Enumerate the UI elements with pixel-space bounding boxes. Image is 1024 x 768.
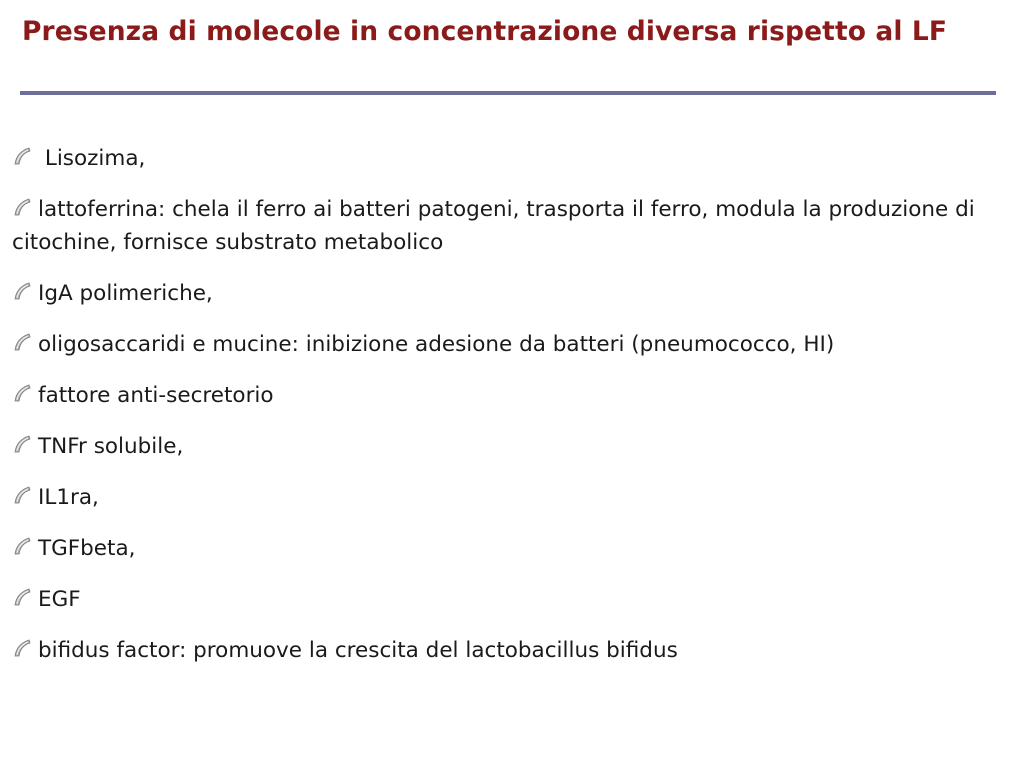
bullet-item-bifidus xyxy=(12,634,1007,667)
slanted-gray-bar-icon xyxy=(12,281,32,301)
bullet-text: fattore anti-secretorio xyxy=(38,383,274,408)
bullet-text: IL1ra, xyxy=(38,485,99,510)
bullet-item-fattore-anti-secretorio xyxy=(12,379,1007,412)
bullet-item-oligosaccaridi xyxy=(12,328,1007,361)
bullet-item-tgfbeta xyxy=(12,532,1007,565)
slanted-gray-bar-icon xyxy=(12,332,32,352)
bullet-item-il1ra xyxy=(12,481,1007,514)
slanted-gray-bar-icon xyxy=(12,146,32,166)
slanted-gray-bar-icon xyxy=(12,536,32,556)
slanted-gray-bar-icon xyxy=(12,587,32,607)
bullet-text: EGF xyxy=(38,587,81,612)
bullet-text: Lisozima, xyxy=(38,146,146,171)
bullet-list xyxy=(12,142,1007,685)
bullet-item-lisozima xyxy=(12,142,1007,175)
bullet-item-tnfr xyxy=(12,430,1007,463)
bullet-text: lattoferrina: chela il ferro ai batteri patogeni, trasporta il ferro, modula la produzione di citochine, fornisce substrato metabolico xyxy=(12,197,975,255)
bullet-text: bifidus factor: promuove la crescita del lactobacillus bifidus xyxy=(38,638,678,663)
bullet-text: TNFr solubile, xyxy=(38,434,184,459)
slanted-gray-bar-icon xyxy=(12,485,32,505)
bullet-item-lattoferrina xyxy=(12,193,1007,259)
bullet-text: IgA polimeriche, xyxy=(38,281,213,306)
bullet-text: TGFbeta, xyxy=(38,536,136,561)
bullet-item-egf xyxy=(12,583,1007,616)
slanted-gray-bar-icon xyxy=(12,434,32,454)
slanted-gray-bar-icon xyxy=(12,383,32,403)
bullet-item-iga xyxy=(12,277,1007,310)
slanted-gray-bar-icon xyxy=(12,638,32,658)
slanted-gray-bar-icon xyxy=(12,197,32,217)
title-divider xyxy=(20,91,996,95)
slide-title: Presenza di molecole in concentrazione diversa rispetto al LF xyxy=(22,16,948,47)
bullet-text: oligosaccaridi e mucine: inibizione adesione da batteri (pneumococco, HI) xyxy=(38,332,835,357)
